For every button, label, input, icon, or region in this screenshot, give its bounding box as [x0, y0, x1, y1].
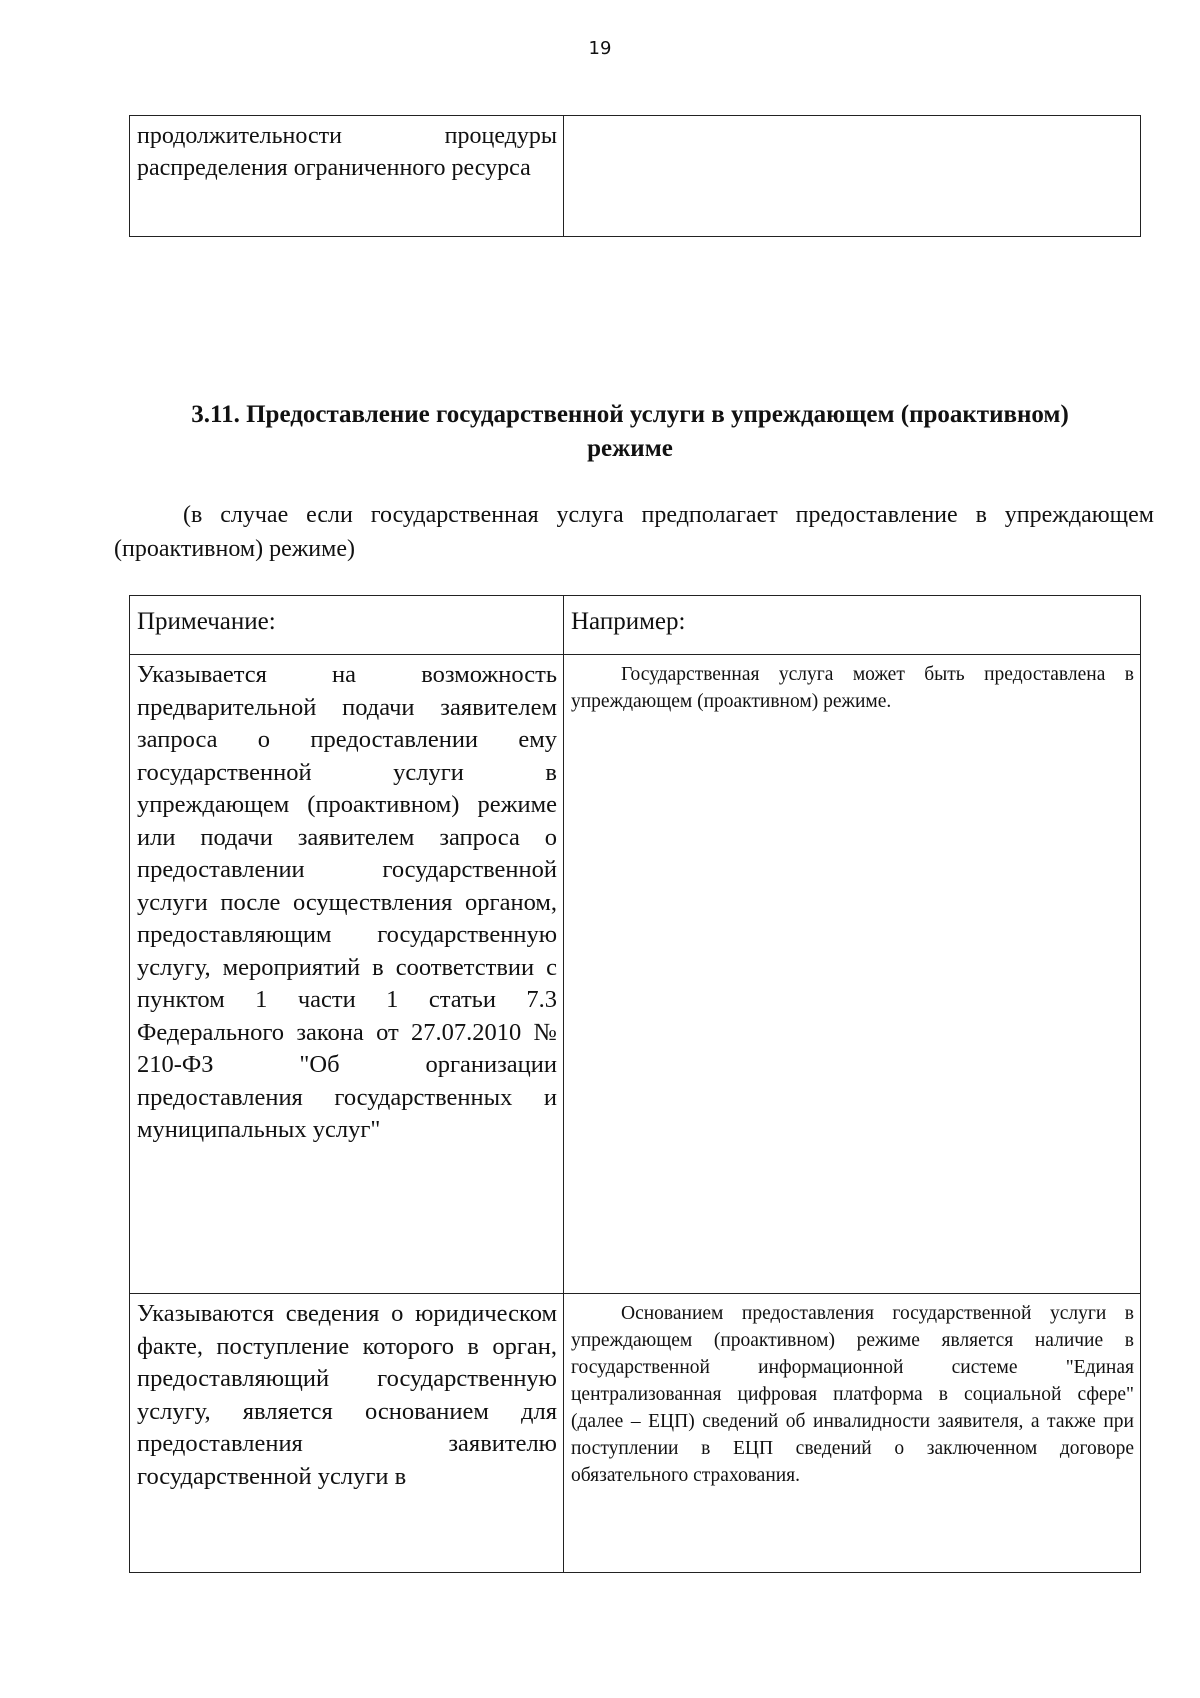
table-row [130, 655, 1141, 1294]
note-cell: Указывается на возможность предварительной подачи заявителем запроса о предоставлении ему государственной услуги в упреждающем (проактивном) режиме или подачи заявителем запроса о предоставлении государственной услуги после осуществления органом, предоставляющим государственную услугу, мероприятий в соответствии с пунктом 1 части 1 статьи 7.3 Федерального закона от 27.07.2010 № 210-ФЗ "Об организации предоставления государственных и муниципальных услуг" [130, 655, 564, 1294]
continuation-table [129, 115, 1141, 237]
section-title: 3.11. Предоставление государственной услуги в упреждающем (проактивном) режиме [191, 401, 1069, 462]
example-cell: Государственная услуга может быть предоставлена в упреждающем (проактивном) режиме. [564, 655, 1141, 1294]
section-intro: (в случае если государственная услуга предполагает предоставление в упреждающем (проактивном) режиме) [114, 502, 1154, 562]
continuation-right-cell [564, 116, 1141, 237]
example-cell: Основанием предоставления государственной услуги в упреждающем (проактивном) режиме является наличие в государственной информационной системе "Единая централизованная цифровая платформа в социальной сфере" (далее – ЕЦП) сведений об инвалидности заявителя, а также при поступлении в ЕЦП сведений о заключенном договоре обязательного страхования. [564, 1294, 1141, 1573]
header-note: Примечание: [130, 596, 564, 655]
continuation-left-cell [130, 116, 564, 237]
continuation-text: продолжительности процедуры распределения ограниченного ресурса [137, 123, 557, 181]
table-row [130, 1294, 1141, 1573]
page-number: 19 [588, 38, 612, 59]
proactive-mode-table [129, 595, 1141, 1573]
header-example: Например: [564, 596, 1141, 655]
note-cell: Указываются сведения о юридическом факте, поступление которого в орган, предоставляющий государственную услугу, является основанием для предоставления заявителю государственной услуги в [130, 1294, 564, 1573]
